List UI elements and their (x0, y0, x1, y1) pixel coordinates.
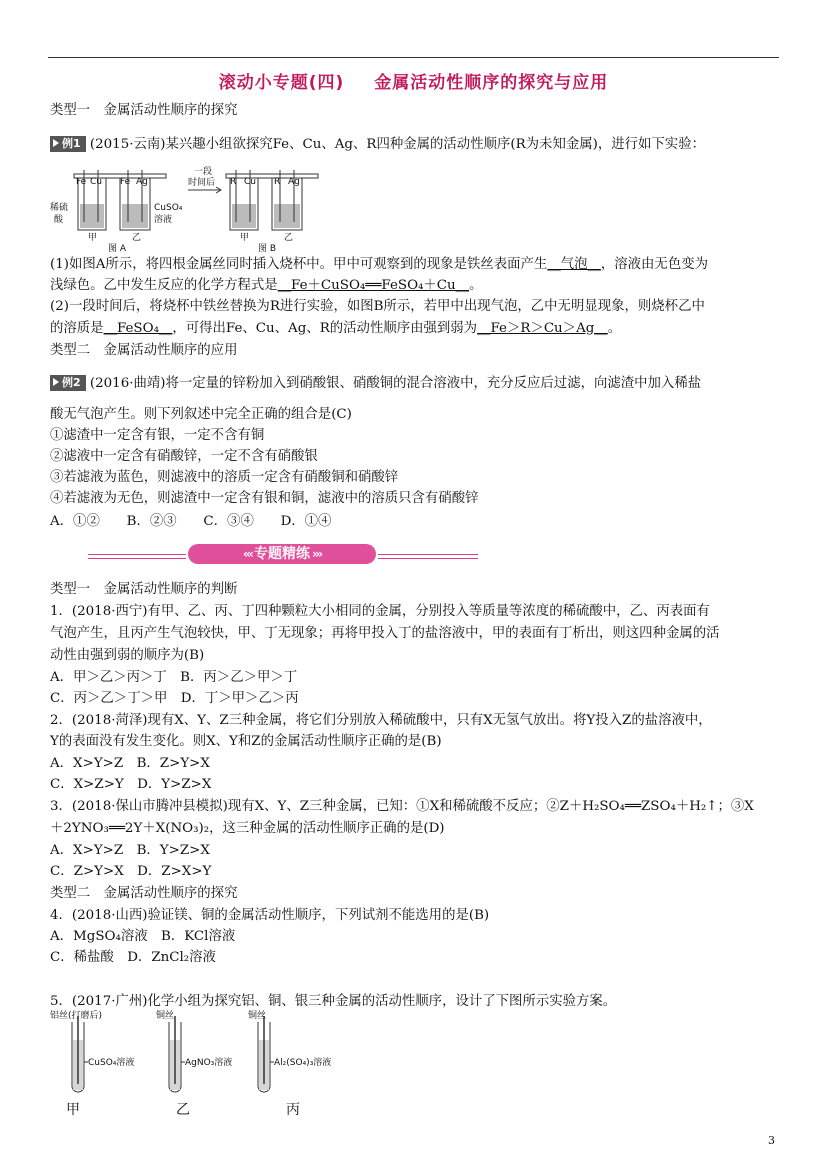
problem-3-options-2: C．Z>Y>X D．Z>X>Y (50, 864, 212, 879)
problem-3-line1: 3．(2018·保山市腾冲县模拟)现有X、Y、Z三种金属，已知：①X和稀硫酸不反应；②Z＋H₂SO₄══ZSO₄＋H₂↑；③X (50, 799, 754, 814)
page-title (0, 68, 827, 93)
fig-b-beaker-2: 乙 (284, 233, 294, 243)
fig-b-beaker-1: 甲 (240, 233, 250, 243)
example-2-item-3: ③若滤液为蓝色，则滤液中的溶质一定含有硝酸铜和硝酸锌 (50, 470, 399, 485)
triangle-icon (53, 139, 59, 147)
fig-a-metal-2: Cu (90, 177, 102, 187)
example-2-stem-line1: 例2 (2016·曲靖)将一定量的锌粉加入到硝酸银、硝酸铜的混合溶液中，充分反应后过滤，向滤渣中加入稀盐 (50, 375, 701, 393)
example-1-q1-line2: 浅绿色。乙中发生反应的化学方程式是__Fe＋CuSO₄══FeSO₄＋Cu__。 (50, 278, 483, 293)
answer-blank: __FeSO₄__ (103, 321, 173, 336)
test-tube-figure (50, 1010, 350, 1120)
problem-5-line1: 5．(2017·广州)化学小组为探究铝、铜、银三种金属的活动性顺序，设计了下图所示实验方案。 (50, 994, 617, 1009)
example-1-q2-line1: (2)一段时间后，将烧杯中铁丝替换为R进行实验，如图B所示，若甲中出现气泡，乙中无明显现象，则烧杯乙中 (50, 299, 705, 314)
problem-4-options-2: C．稀盐酸 D．ZnCl₂溶液 (50, 950, 216, 965)
tube-1-name: 甲 (66, 1102, 80, 1118)
fig-a-metal-4: Ag (136, 177, 148, 187)
example-1-stem: 例1 (2015·云南)某兴趣小组欲探究Fe、Cu、Ag、R四种金属的活动性顺序(R为未知金属)，进行如下实验： (50, 136, 705, 154)
fig-b-metal-3: R (274, 177, 281, 187)
problem-2-options-1: A．X>Y>Z B．Z>Y>X (50, 756, 210, 771)
tube-3-wire: 铜丝 (248, 1011, 267, 1021)
fig-a-acid-label-1: 稀硫 (50, 203, 69, 213)
experiment-figure-ab (50, 160, 380, 252)
tube-2-wire: 铜丝 (156, 1011, 175, 1021)
fig-a-acid-label-2: 酸 (54, 215, 64, 225)
fig-b-metal-2: Cu (244, 177, 256, 187)
section-banner (88, 542, 478, 568)
tube-3-solution: Al₂(SO₄)₃溶液 (274, 1058, 332, 1068)
example-2-tag: 例2 (50, 375, 86, 391)
problem-1-line1: 1．(2018·西宁)有甲、乙、丙、丁四种颗粒大小相同的金属，分别投入等质量等浓度的稀硫酸中，乙、丙表面有 (50, 604, 710, 619)
example-2-item-4: ④若滤液为无色，则滤渣中一定含有银和铜，滤液中的溶质只含有硝酸锌 (50, 491, 479, 506)
problem-1-line2: 气泡产生，且丙产生气泡较快，甲、丁无现象；再将甲投入丁的盐溶液中，甲的表面有丁析出，则这四种金属的活 (50, 626, 720, 641)
problem-4-options-1: A．MgSO₄溶液 B．KCl溶液 (50, 929, 236, 944)
tube-2-solution: AgNO₃溶液 (185, 1058, 233, 1068)
problem-1-line3: 动性由强到弱的顺序为(B) (50, 648, 205, 663)
example-2-stem-line2: 酸无气泡产生。则下列叙述中完全正确的组合是(C) (50, 407, 352, 422)
fig-a-caption: 图 A (108, 244, 127, 252)
fig-a-solution-label-2: 溶液 (154, 215, 173, 225)
banner-pill: ‹‹‹ 专题精练 ››› (188, 544, 376, 564)
arrow-label-2: 时间后 (188, 178, 216, 188)
top-rule (48, 57, 779, 58)
problem-4-line1: 4．(2018·山西)验证镁、铜的金属活动性顺序，下列试剂不能选用的是(B) (50, 908, 490, 923)
problem-2-options-2: C．X>Z>Y D．Y>Z>X (50, 777, 212, 792)
example-1-tag: 例1 (50, 136, 86, 152)
section-heading-1: 类型一 金属活动性顺序的探究 (50, 103, 238, 118)
tube-2-name: 乙 (176, 1102, 190, 1118)
page-number: 3 (768, 1134, 775, 1147)
fig-a-solution-label-1: CuSO₄ (154, 203, 183, 213)
title-left: 滚动小专题(四) (218, 73, 345, 93)
problem-1-options-2: C．丙＞乙＞丁＞甲 D．丁＞甲＞乙＞丙 (50, 691, 299, 706)
problem-3-options-1: A．X>Y>Z B．Y>Z>X (50, 843, 210, 858)
example-2-options: A．①② B．②③ C．③④ D．①④ (50, 514, 332, 529)
fig-a-beaker-1: 甲 (88, 233, 98, 243)
section-heading-4: 类型二 金属活动性顺序的探究 (50, 886, 238, 901)
section-heading-2: 类型二 金属活动性顺序的应用 (50, 343, 238, 358)
fig-a-metal-3: Fe (120, 177, 131, 187)
section-heading-3: 类型一 金属活动性顺序的判断 (50, 582, 238, 597)
tube-3-name: 丙 (286, 1102, 300, 1118)
problem-3-line2: ＋2YNO₃══2Y＋X(NO₃)₂，这三种金属的活动性顺序正确的是(D) (50, 821, 445, 836)
tube-1-solution: CuSO₄溶液 (88, 1058, 135, 1068)
example-1-q1-line1: (1)如图A所示，将四根金属丝同时插入烧杯中。甲中可观察到的现象是铁丝表面产生__气泡__，溶液由无色变为 (50, 257, 708, 272)
answer-blank: __气泡__ (547, 257, 601, 272)
problem-1-options-1: A．甲＞乙＞丙＞丁 B．丙＞乙＞甲＞丁 (50, 670, 298, 685)
problem-2-line1: 2．(2018·菏泽)现有X、Y、Z三种金属，将它们分别放入稀硫酸中，只有X无氢气放出。将Y投入Z的盐溶液中， (50, 713, 712, 728)
answer-blank: __Fe＋CuSO₄══FeSO₄＋Cu__ (277, 278, 470, 293)
answer-blank: __Fe＞R＞Cu＞Ag__ (477, 321, 608, 336)
tube-1-wire: 铝丝(打磨后) (50, 1011, 103, 1021)
problem-2-line2: Y的表面没有发生变化。则X、Y和Z的金属活动性顺序正确的是(B) (50, 734, 442, 749)
fig-b-metal-1: R (230, 177, 237, 187)
arrow-label-1: 一段 (194, 167, 213, 177)
fig-b-metal-4: Ag (288, 177, 300, 187)
example-2-item-2: ②滤液中一定含有硝酸锌，一定不含有硝酸银 (50, 449, 318, 464)
fig-a-beaker-2: 乙 (132, 233, 142, 243)
example-1-q2-line2: 的溶质是__FeSO₄__，可得出Fe、Cu、Ag、R的活动性顺序由强到弱为__Fe＞R＞Cu＞Ag__。 (50, 321, 622, 336)
fig-b-caption: 图 B (258, 244, 277, 252)
fig-a-metal-1: Fe (76, 177, 87, 187)
example-2-item-1: ①滤渣中一定含有银，一定不含有铜 (50, 428, 265, 443)
title-right: 金属活动性顺序的探究与应用 (374, 73, 609, 93)
triangle-icon (53, 378, 59, 386)
